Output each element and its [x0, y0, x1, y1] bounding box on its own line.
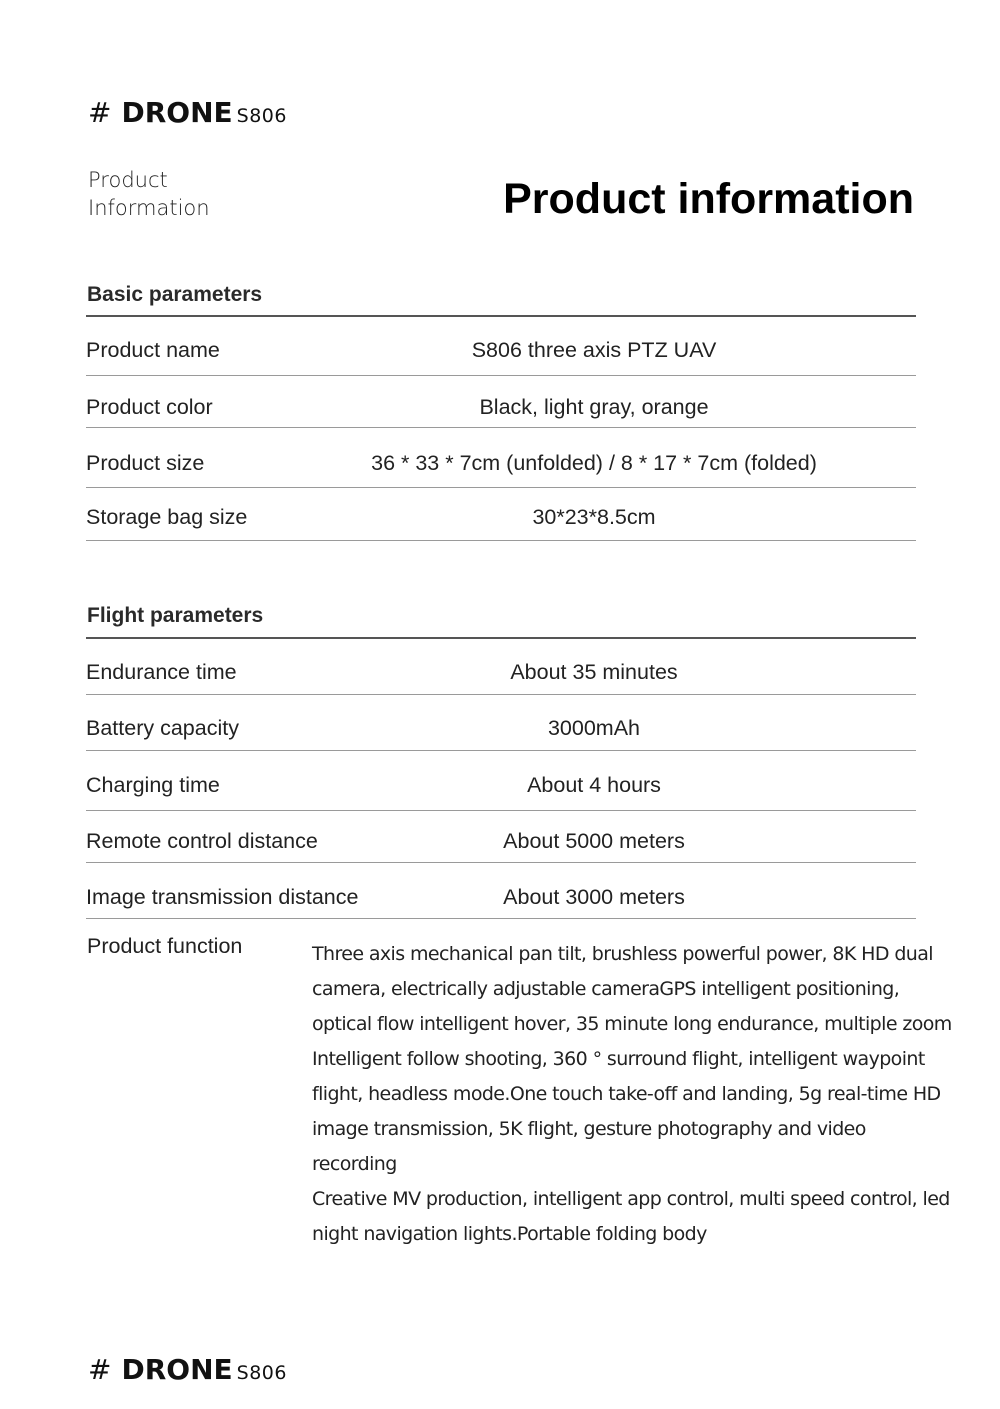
brand-word: DRONE: [121, 1353, 233, 1386]
row-value: 3000mAh: [547, 716, 641, 740]
row-divider: [86, 375, 916, 376]
row-value: Black, light gray, orange: [479, 395, 709, 419]
function-description: [312, 937, 952, 1252]
row-label: Remote control distance: [86, 829, 318, 853]
row-value: About 3000 meters: [503, 885, 685, 909]
brand-word: DRONE: [121, 96, 233, 129]
row-label: Charging time: [86, 773, 220, 797]
brand-model: S806: [236, 105, 287, 127]
row-divider: [86, 427, 916, 428]
row-value: 30*23*8.5cm: [532, 505, 656, 529]
row-label: Product color: [86, 395, 213, 419]
function-label: Product function: [87, 934, 243, 958]
function-paragraph: Intelligent follow shooting, 360 ° surround flight, intelligent waypoint flight, headless mode.One touch take-off and landing, 5g real-time HD image transmission, 5K flight, gesture photography and video recording: [312, 1048, 941, 1175]
section-title-flight: Flight parameters: [87, 604, 264, 627]
section-divider-flight: [86, 637, 916, 639]
row-divider: [86, 540, 916, 541]
side-label: [88, 166, 210, 222]
row-divider: [86, 487, 916, 488]
section-title-basic: Basic parameters: [87, 283, 263, 306]
row-value: S806 three axis PTZ UAV: [471, 338, 717, 362]
side-label-line2: Information: [88, 196, 210, 220]
hash-icon: #: [88, 1353, 112, 1386]
brand-model: S806: [236, 1362, 287, 1384]
function-paragraph: Creative MV production, intelligent app control, multi speed control, led night navigation lights.Portable folding body: [312, 1188, 950, 1245]
row-divider: [86, 918, 916, 919]
brand-logo-top: [88, 96, 287, 129]
brand-logo-bottom: [88, 1353, 287, 1386]
row-label: Product name: [86, 338, 220, 362]
row-label: Product size: [86, 451, 205, 475]
row-label: Storage bag size: [86, 505, 248, 529]
function-paragraph: Three axis mechanical pan tilt, brushless powerful power, 8K HD dual camera, electrically adjustable cameraGPS intelligent positioning, optical flow intelligent hover, 35 minute long endurance, multiple zoom: [312, 943, 952, 1035]
row-divider: [86, 694, 916, 695]
side-label-line1: Product: [88, 168, 168, 192]
row-label: Image transmission distance: [86, 885, 359, 909]
row-value: About 35 minutes: [510, 660, 678, 684]
hash-icon: #: [88, 96, 112, 129]
row-divider: [86, 750, 916, 751]
row-value: About 4 hours: [527, 773, 661, 797]
row-value: 36 * 33 * 7cm (unfolded) / 8 * 17 * 7cm (folded): [371, 451, 817, 475]
row-label: Endurance time: [86, 660, 237, 684]
row-divider: [86, 810, 916, 811]
page-title: Product information: [503, 175, 914, 223]
row-label: Battery capacity: [86, 716, 239, 740]
row-value: About 5000 meters: [503, 829, 685, 853]
section-divider-basic: [86, 315, 916, 317]
row-divider: [86, 862, 916, 863]
